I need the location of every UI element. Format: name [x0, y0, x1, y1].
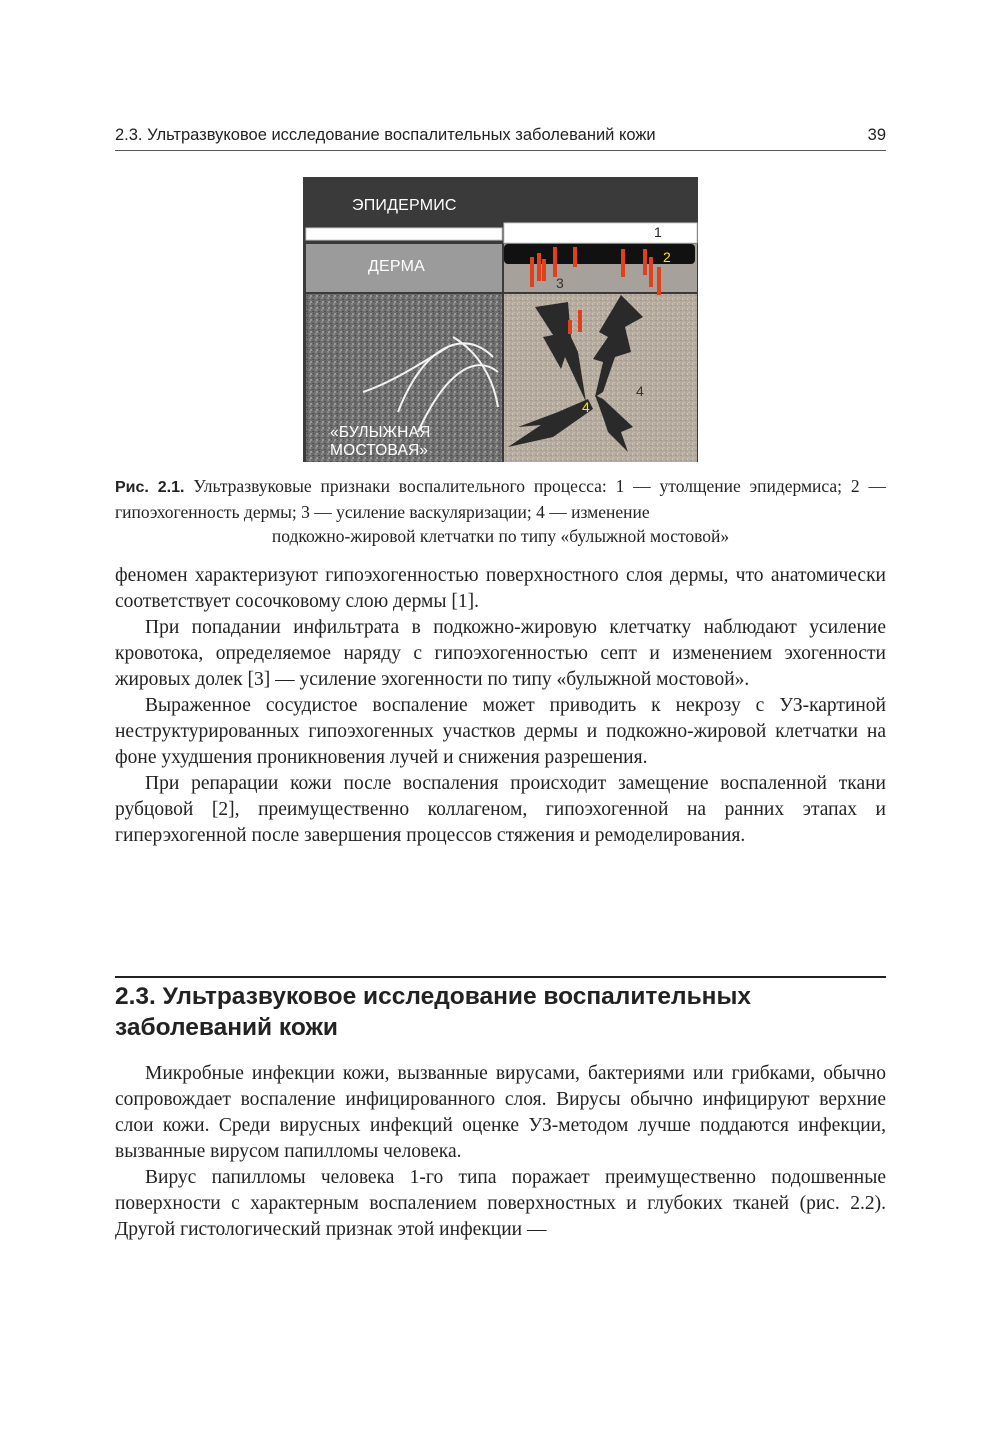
vessel: [553, 247, 557, 277]
figure-caption: [115, 474, 886, 548]
paragraph: Выраженное сосудистое воспаление может приводить к некрозу с УЗ-картиной неструктурированных гипоэхогенных участков дермы и подкожно-жировой клетчатки на фоне ухудшения проникновения лучей и снижения разрешения.: [115, 695, 886, 768]
epidermis-thickened: [504, 223, 697, 243]
vessel: [542, 259, 546, 281]
label-cobblestone-line1: «БУЛЫЖНАЯ: [330, 424, 431, 441]
paragraph: Вирус папилломы человека 1-го типа поражает преимущественно подошвенные поверхности с характерным воспалением поверхностных и глубоких тканей (рис. 2.2). Другой гистологический признак этой инфекции —: [115, 1167, 886, 1240]
ultrasound-figure: [303, 177, 698, 462]
label-epidermis: ЭПИДЕРМИС: [352, 197, 457, 214]
figure-illustration: [303, 177, 698, 462]
paragraph: Микробные инфекции кожи, вызванные вирусами, бактериями или грибками, обычно сопровождает воспаление инфицированного слоя. Вирусы обычно инфицируют верхние слои кожи. Среди вирусных инфекций оценке УЗ-методом лучше поддаются инфекции, вызванные вирусом папилломы человека.: [115, 1063, 886, 1162]
vessel: [643, 249, 647, 275]
body-after-section: [115, 1061, 886, 1243]
vessel: [568, 320, 572, 334]
body-before-section: [115, 563, 886, 849]
paragraph: При репарации кожи после воспаления происходит замещение воспаленной ткани рубцовой [2], преимущественно коллагеном, гипоэхогенной на ранних этапах и гиперэхогенной после завершения процессов стяжения и ремоделирования.: [115, 773, 886, 846]
page-number: 39: [867, 126, 886, 144]
running-head: [115, 124, 886, 151]
caption-text: Ультразвуковые признаки воспалительного процесса: 1 — утолщение эпидермиса; 2 — гипоэхогенность дермы; 3 — усиление васкуляризации; 4 — изменение: [115, 476, 887, 522]
marker-4-gray: 4: [636, 383, 644, 399]
running-head-title: 2.3. Ультразвуковое исследование воспалительных заболеваний кожи: [115, 126, 656, 144]
label-dermis: ДЕРМА: [368, 258, 425, 275]
vessel: [530, 257, 534, 287]
marker-1: 1: [654, 224, 662, 240]
caption-label: Рис. 2.1.: [115, 479, 185, 496]
marker-2: 2: [663, 249, 671, 265]
marker-3: 3: [556, 275, 564, 291]
caption-text-last: подкожно-жировой клетчатки по типу «булыжной мостовой»: [271, 526, 730, 546]
vessel: [573, 247, 577, 267]
epidermis-line-left: [306, 228, 502, 240]
section-heading-line2: заболеваний кожи: [115, 1014, 338, 1041]
section-rule: [115, 976, 886, 978]
paragraph: феномен характеризуют гипоэхогенностью поверхностного слоя дермы, что анатомически соответствует сосочковому слою дермы [1].: [115, 565, 886, 612]
vessel: [657, 267, 661, 295]
section-heading-line1: 2.3. Ультразвуковое исследование воспалительных: [115, 983, 752, 1010]
vessel: [578, 310, 582, 332]
section-heading: [115, 981, 886, 1043]
label-cobblestone-line2: МОСТОВАЯ»: [330, 442, 429, 459]
vessel: [621, 249, 625, 277]
paragraph: При попадании инфильтрата в подкожно-жировую клетчатку наблюдают усиление кровотока, определяемое наряду с гипоэхогенностью септ и изменением эхогенности жировых долек [3] — усиление эхогенности по типу «булыжной мостовой».: [115, 617, 886, 690]
vessel: [537, 253, 541, 281]
marker-4-yellow: 4: [582, 399, 590, 415]
vessel: [649, 257, 653, 287]
